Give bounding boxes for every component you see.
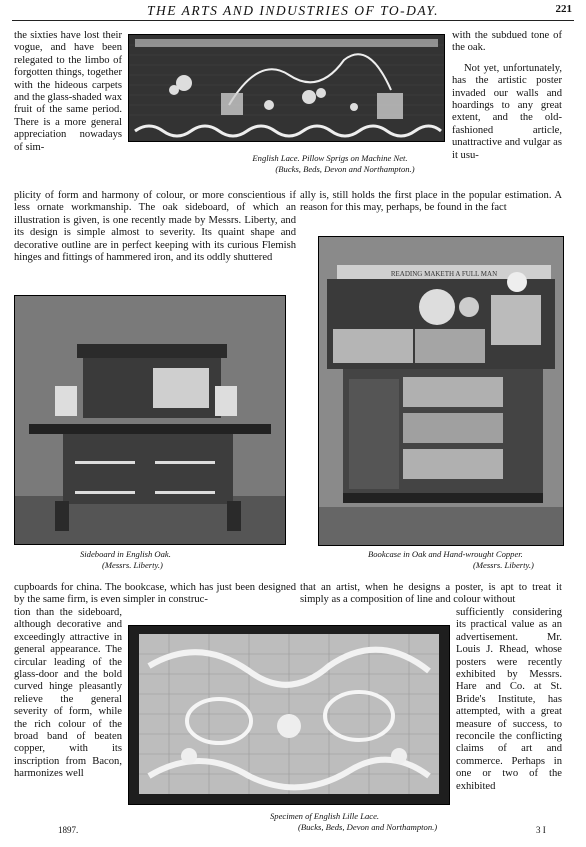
lace-sprigs-image <box>128 34 445 142</box>
bookcase-image <box>318 236 564 546</box>
sideboard-caption: Sideboard in English Oak. (Messrs. Liberty.) <box>80 549 171 570</box>
footer-signature: 3 I <box>536 825 546 835</box>
lille-lace-image <box>128 625 450 805</box>
bookcase-drawing <box>319 237 563 545</box>
text-left-paragraph: plicity of form and harmony of colour, or more conscientious if less ornate workmanship. The oak sideboard, of which an illustration is given, is one recently made by Messrs. Liberty, and its design is simple almost to severity. Its quaint shape and decorative outline are in perfect keeping with its curious Flemish hinges and fittings of hammered iron, and its oddly shuttered <box>14 190 296 264</box>
lace-sprigs-caption: English Lace. Pillow Sprigs on Machine Net. (Bucks, Beds, Devon and Northampton.) <box>252 153 415 174</box>
page-header <box>0 0 586 22</box>
bookcase-inscription: READING MAKETH A FULL MAN <box>390 270 498 278</box>
text-right-column-top: with the subdued tone of the oak. Not yet, unfortunately, has the artistic poster invaded our walls and hoardings to any great extent, and the old-fashioned article, unattractive and vulgar as it usu- <box>452 30 562 161</box>
text-left-column-top: the sixties have lost their vogue, and have been relegated to the limbo of forgotten things, together with the hideous carpets and the glass-shaded wax fruit of the same period. There is a more general appreciation nowadays of sim- <box>14 30 122 153</box>
text-right-paragraph: ally is, still holds the first place in the popular estimation. A reason for this may, perhaps, be found in the fact <box>300 190 562 214</box>
text-lower-right-paragraph: that an artist, when he designs a poster, is apt to treat it simply as a composition of line and colour without <box>300 582 562 606</box>
header-rule <box>12 20 574 21</box>
bookcase-caption: Bookcase in Oak and Hand-wrought Copper. (Messrs. Liberty.) <box>368 549 534 570</box>
text-lower-left-column: tion than the sideboard, although decorative and exceedingly attractive in general appearance. The circular leading of the glass-door and the bold curved hinge pleasantly relieve the general severity of form, while the rich colour of the broad band of beaten copper, with its inscription from Bacon, harmonizes well <box>14 607 122 780</box>
text-lower-right-column: sufficiently considering its practical value as an advertisement. Mr. Louis J. Rhead, whose posters were recently exhibited by Messrs. Hare and Co. at St. Bride's Institute, has attempted, with a great measure of success, to reconcile the conflicting claims of art and commerce. Perhaps in one or two of the exhibited <box>456 607 562 792</box>
text-lower-left-paragraph: cupboards for china. The bookcase, which has just been designed by the same firm, is even simpler in construc- <box>14 582 296 606</box>
lace-sprigs-drawing <box>129 35 444 141</box>
lille-lace-caption: Specimen of English Lille Lace. (Bucks, Beds, Devon and Northampton.) <box>270 811 438 832</box>
sideboard-image <box>14 295 286 545</box>
sideboard-drawing <box>15 296 285 544</box>
page-number: 221 <box>555 3 572 15</box>
footer-year: 1897. <box>58 825 79 835</box>
lille-lace-drawing <box>129 626 449 804</box>
running-title: THE ARTS AND INDUSTRIES OF TO-DAY. <box>146 3 440 18</box>
